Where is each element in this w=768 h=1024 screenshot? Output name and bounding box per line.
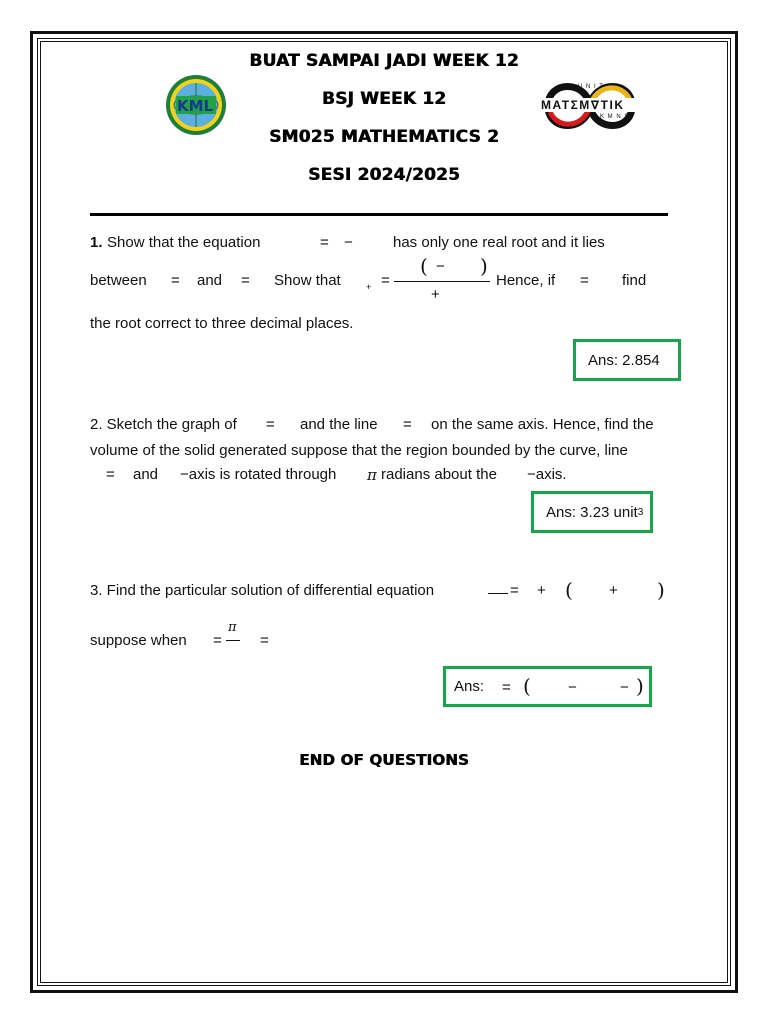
q2-line1-eq1: = xyxy=(266,416,275,433)
q1-line2-subscript-plus: + xyxy=(366,282,372,292)
q3-answer-label: Ans: xyxy=(454,678,485,695)
q1-line1-eq: = xyxy=(320,234,329,251)
q3-answer-close-paren: ) xyxy=(636,674,644,698)
svg-text:KML: KML xyxy=(177,97,214,115)
title-line-1: BUAT SAMPAI JADI WEEK 12 xyxy=(249,51,519,71)
right-logo-text: MATΣM∇TIK xyxy=(541,98,625,112)
title-divider xyxy=(90,213,668,216)
q2-line2: volume of the solid generated suppose that the region bounded by the curve, line xyxy=(90,442,628,459)
q1-line1-minus: − xyxy=(344,234,353,251)
q1-line2-eq3: = xyxy=(381,272,390,289)
q3-answer-eq: = xyxy=(502,679,511,696)
q2-line1-a: 2. Sketch the graph of xyxy=(90,416,237,433)
end-of-questions: END OF QUESTIONS xyxy=(299,751,469,769)
q1-line2-eq2: = xyxy=(241,272,250,289)
q1-line1-d: has only one real root and it lies xyxy=(393,234,605,251)
q3-answer-open-paren: ( xyxy=(523,674,531,698)
q1-fraction-bar xyxy=(394,281,490,282)
q3-answer-minus2: − xyxy=(620,679,629,696)
q1-answer-box xyxy=(573,339,681,381)
q2-line3-radians: radians about the xyxy=(381,466,497,483)
q3-line2-pi: π xyxy=(228,620,237,635)
title-line-4: SESI 2024/2025 xyxy=(308,165,460,185)
q3-derivative-bar xyxy=(488,593,508,594)
title-line-3: SM025 MATHEMATICS 2 xyxy=(268,127,499,147)
q2-answer: Ans: 3.23 unit xyxy=(546,503,638,521)
q2-line3-pi: π xyxy=(367,466,377,484)
q1-line2-showthat: Show that xyxy=(274,272,341,289)
q3-pi-fraction-bar xyxy=(226,640,240,641)
q1-line2-hence: Hence, if xyxy=(496,272,556,289)
q2-line1-eq2: = xyxy=(403,416,412,433)
q1-line2-between: between xyxy=(90,272,147,289)
q1-line2-find: find xyxy=(622,272,647,289)
q3-line1-open-paren: ( xyxy=(565,578,573,602)
q1-answer: Ans: 2.854 xyxy=(588,351,660,369)
q2-line1-andline: and the line xyxy=(300,416,378,433)
q2-answer-box xyxy=(531,491,653,533)
right-logo-sub-bottom: K M N S xyxy=(600,114,630,120)
q1-frac-denominator-plus: + xyxy=(431,286,440,303)
q3-line2-eq1: = xyxy=(213,632,222,649)
q1-frac-close-paren: ) xyxy=(480,254,488,278)
q2-line3-and: and xyxy=(133,466,159,483)
q3-line1-plus1: + xyxy=(537,582,546,599)
q3-line1-a: 3. Find the particular solution of differential equation xyxy=(90,582,435,599)
right-logo-sub-top: U N I T xyxy=(578,84,604,90)
q3-line2-suppose: suppose when xyxy=(90,632,187,649)
q3-line2-eq2: = xyxy=(260,632,269,649)
q1-frac-minus: − xyxy=(436,258,445,275)
q1-line2-and: and xyxy=(197,272,223,289)
q1-line2-eq4: = xyxy=(580,272,589,289)
title-line-2: BSJ WEEK 12 xyxy=(321,89,447,109)
q2-line3-axis-rotated: −axis is rotated through xyxy=(180,466,337,483)
q2-answer-superscript: 3 xyxy=(637,506,644,518)
q2-line3-axis: −axis. xyxy=(527,466,567,483)
q1-number: 1. xyxy=(90,234,103,251)
q1-line2-eq1: = xyxy=(171,272,180,289)
q1-line1-a: Show that the equation xyxy=(107,234,261,251)
q2-line1-e: on the same axis. Hence, find the xyxy=(431,416,654,433)
q1-frac-open-paren: ( xyxy=(420,254,428,278)
q3-line1-plus2: + xyxy=(609,582,618,599)
q3-line1-eq: = xyxy=(510,582,519,599)
q1-line3: the root correct to three decimal places. xyxy=(90,315,354,332)
q2-line3-eq: = xyxy=(106,466,115,483)
q3-answer-minus1: − xyxy=(568,679,577,696)
q3-line1-close-paren: ) xyxy=(657,578,665,602)
